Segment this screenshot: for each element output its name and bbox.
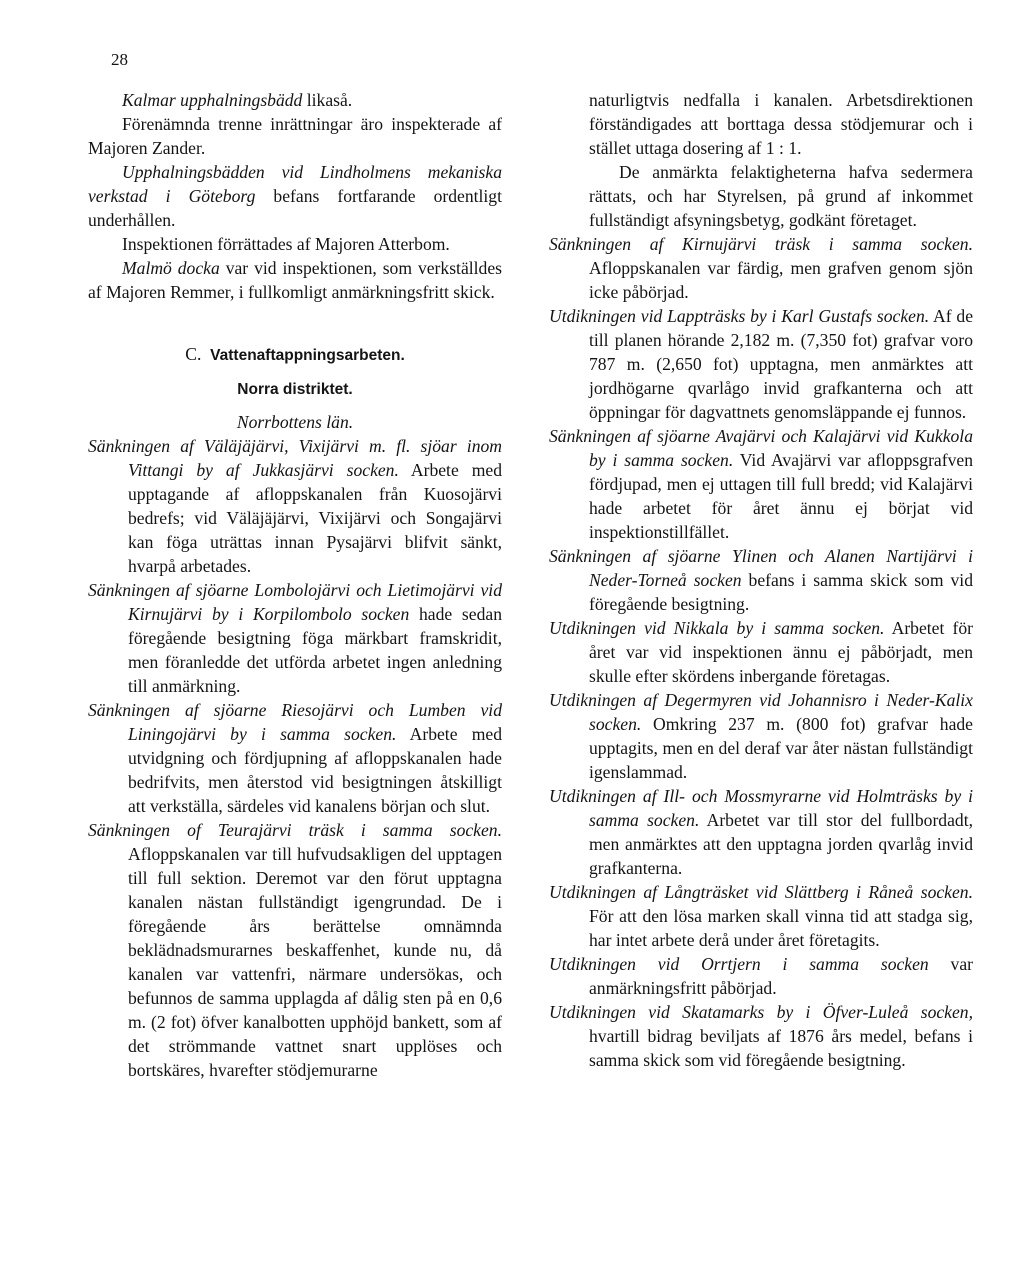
- entry-title: Sänkningen af Väläjäjärvi, Vixijärvi m. fl. sjöar inom Vittangi by af Jukkasjärvi socken.: [88, 436, 502, 480]
- entry-title: Sänkningen af sjöarne Ylinen och Alanen Nartijärvi i Neder-Torneå socken: [549, 546, 973, 590]
- entry: [549, 616, 973, 688]
- paragraph: Inspektionen förrättades af Majoren Atterbom.: [122, 234, 450, 254]
- right-column: [549, 88, 973, 1072]
- entry-text: hade sedan föregående besigtning föga märkbart framskridit, men föranledde det utförda arbetet ingen anledning till anmärkning.: [128, 604, 502, 696]
- italic-heading: Kalmar upphalningsbädd: [122, 90, 303, 110]
- italic-heading: Malmö docka: [122, 258, 220, 278]
- entry-text: hvartill bidrag beviljats af 1876 års medel, befans i samma skick som vid föregående besigtning.: [589, 1026, 973, 1070]
- entry: [549, 784, 973, 880]
- entry-title: Utdikningen vid Lappträsks by i Karl Gustafs socken.: [549, 306, 930, 326]
- entry-title: Utdikningen vid Skatamarks by i Öfver-Luleå socken,: [549, 1002, 973, 1022]
- entry-text: Arbete med utvidgning och fördjupning af afloppskanalen hade bedrifvits, men återstod vid besigtningen åtskilligt att verkställa, särdeles vid kanalens början och slut.: [128, 724, 502, 816]
- entry-title: Utdikningen vid Nikkala by i samma socken.: [549, 618, 885, 638]
- district-heading: [88, 376, 502, 402]
- entry-title: Sänkningen af sjöarne Riesojärvi och Lumben vid Liningojärvi by i samma socken.: [88, 700, 502, 744]
- entry-text: Af de till planen hörande 2,182 m. (7,350 fot) grafvar voro 787 m. (2,650 fot) upptagna, men anmärktes att jordhögarne qvarlågo invid grafkanterna och att öppningar för dagvattnets genomsläppande ej funnos.: [589, 306, 973, 422]
- entry-text: Arbetet för året var vid inspektionen ännu ej påbörjadt, men skulle efter skördens inbergande företagas.: [589, 618, 973, 686]
- paragraph: De anmärkta felaktigheterna hafva sedermera rättats, och har Styrelsen, på grund af inkommet fullständigt afsyningsbetyg, godkänt företaget.: [589, 162, 973, 230]
- paragraph-text: befans fortfarande ordentligt underhållen.: [88, 186, 502, 230]
- entry: [88, 434, 502, 578]
- section-heading: [88, 342, 502, 368]
- entry-title: Sänkningen af sjöarne Lombolojärvi och Lietimojärvi vid Kirnujärvi by i Korpilombolo socken: [88, 580, 502, 624]
- entry: [549, 1000, 973, 1072]
- entry: [88, 818, 502, 1082]
- left-column: [88, 88, 502, 1082]
- entry-text: Arbetet var till stor del fullbordadt, men anmärktes att den upptagna jorden qvarlåg invid grafkanterna.: [589, 810, 973, 878]
- paragraph: Förenämnda trenne inrättningar äro inspekterade af Majoren Zander.: [88, 114, 502, 158]
- entry: [549, 880, 973, 952]
- paragraph: [88, 256, 502, 304]
- paragraph-text: var vid inspektionen, som verkställdes af Majoren Remmer, i fullkomligt anmärkningsfritt skick.: [88, 258, 502, 302]
- entry: [549, 232, 973, 304]
- entry: [88, 578, 502, 698]
- entry-text: Afloppskanalen var färdig, men grafven genom sjön icke påbörjad.: [589, 258, 973, 302]
- entry-title: Sänkningen af Kirnujärvi träsk i samma socken.: [549, 234, 973, 254]
- entry-title: Utdikningen af Ill- och Mossmyrarne vid Holmträsks by i samma socken.: [549, 786, 973, 830]
- page-number: 28: [111, 50, 128, 69]
- entry-text: Omkring 237 m. (800 fot) grafvar hade upptagits, men en del deraf var åter nästan fullständigt igenslammad.: [589, 714, 973, 782]
- entry-text: För att den lösa marken skall vinna tid att stadga sig, har intet arbete derå under året företagits.: [589, 906, 973, 950]
- entry-title: Utdikningen af Långträsket vid Slättberg i Råneå socken.: [549, 882, 973, 902]
- entry-text: Vid Avajärvi var afloppsgrafven fördjupad, men ej uttagen till full bredd; vid Kalajärvi hade arbetet för året ännu ej börjat vid inspektionstillfället.: [589, 450, 973, 542]
- section-title: Vattenaftappningsarbeten.: [210, 347, 405, 364]
- county-heading: Norrbottens län.: [236, 412, 354, 432]
- entry: [549, 688, 973, 784]
- paragraph: naturligtvis nedfalla i kanalen. Arbetsdirektionen förständigades att borttaga dessa stödjemurar och i stället uttaga dosering af 1 : 1.: [589, 90, 973, 158]
- entry: [549, 952, 973, 1000]
- paragraph: [88, 160, 502, 232]
- paragraph: [88, 88, 502, 112]
- entry: [549, 544, 973, 616]
- district-title: Norra distriktet.: [237, 381, 353, 398]
- italic-heading: Upphalningsbädden vid Lindholmens mekaniska verkstad i Göteborg: [88, 162, 502, 206]
- paragraph-text: likaså.: [302, 90, 353, 110]
- entry-title: Utdikningen vid Orrtjern i samma socken: [549, 954, 929, 974]
- entry-title: Utdikningen af Degermyren vid Johannisro i Neder-Kalix socken.: [549, 690, 973, 734]
- entry: [549, 424, 973, 544]
- entry: [88, 698, 502, 818]
- entry: [549, 304, 973, 424]
- entry-text: Arbete med upptagande af afloppskanalen från Kuosojärvi bedrefs; vid Väläjäjärvi, Vixijärvi och Songajärvi kan föga uträttas innan Pysajärvi blifvit sänkt, hvarpå arbetades.: [128, 460, 502, 576]
- entry-text: var anmärkningsfritt påbörjad.: [589, 954, 973, 998]
- entry-text: Afloppskanalen var till hufvudsakligen del upptagen till full sektion. Deremot var den förut upptagna kanalen nästan fullständigt igengrundad. De i föregående års berättelse omnämnda beklädnadsmurarnes beskaffenhet, kunde nu, då kanalen var vattenfri, närmare undersökas, och befunnos de samma upplagda af dålig sten på en 0,6 m. (2 fot) öfver kanalbotten upphöjd bankett, som af det strömmande vattnet snart upplöses och bortskäres, hvarefter stödjemurarne: [128, 844, 502, 1080]
- entry-title: Sänkningen af sjöarne Avajärvi och Kalajärvi vid Kukkola by i samma socken.: [549, 426, 973, 470]
- entry-text: befans i samma skick som vid föregående besigtning.: [589, 570, 973, 614]
- section-letter: C.: [185, 344, 202, 364]
- entry-title: Sänkningen of Teurajärvi träsk i samma socken.: [88, 820, 502, 840]
